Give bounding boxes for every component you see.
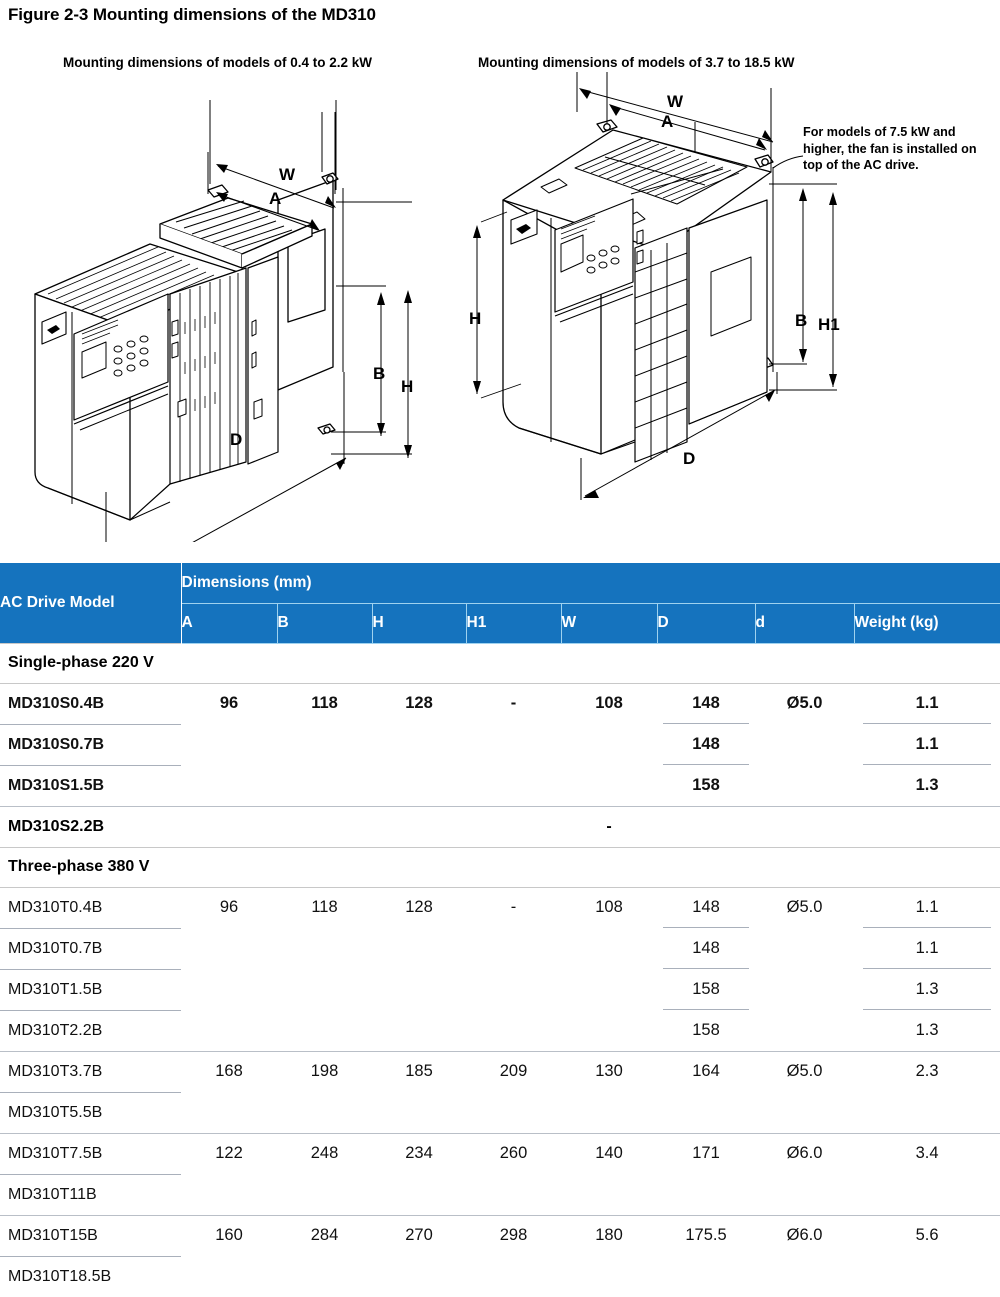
cell-model: MD310S0.4B xyxy=(0,683,181,724)
cell-A: 122 xyxy=(215,1144,243,1163)
cell-d: Ø6.0 xyxy=(786,1226,823,1245)
cell-B xyxy=(277,1256,372,1297)
mounting-dimensions-table xyxy=(0,563,1000,1297)
cell-H: 185 xyxy=(405,1062,433,1081)
cell-A xyxy=(181,724,277,765)
cell-H1: 260 xyxy=(499,1144,528,1163)
cell-A xyxy=(181,806,277,847)
cell-H: 270 xyxy=(405,1226,433,1245)
cell-A xyxy=(181,1092,277,1133)
cell-H xyxy=(372,928,466,969)
drawing-caption-right: Mounting dimensions of models of 3.7 to 18.5 kW xyxy=(478,55,795,70)
cell-d xyxy=(755,969,854,1010)
cell-A: 96 xyxy=(219,694,239,713)
cell-weight xyxy=(854,1256,1000,1297)
ac-drive-isometric-large xyxy=(455,72,895,502)
cell-weight: 1.1 xyxy=(854,724,1000,765)
table-row xyxy=(0,1174,1000,1215)
cell-weight xyxy=(854,806,1000,847)
cell-W xyxy=(561,1010,657,1051)
cell-D xyxy=(657,806,755,847)
mounting-drawing-small-models xyxy=(0,72,450,542)
cell-B xyxy=(277,724,372,765)
cell-A: 168 xyxy=(215,1062,243,1081)
cell-weight: 1.1 xyxy=(854,683,1000,724)
dim-label-B-right: B xyxy=(795,311,808,330)
cell-B xyxy=(277,765,372,806)
table-body xyxy=(0,643,1000,1297)
cell-A xyxy=(181,765,277,806)
cell-weight xyxy=(854,1092,1000,1133)
cell-d xyxy=(755,1010,854,1051)
cell-d xyxy=(755,806,854,847)
cell-W: 180 xyxy=(595,1226,623,1245)
table-row xyxy=(0,1051,1000,1092)
cell-A xyxy=(181,969,277,1010)
col-header-model: AC Drive Model xyxy=(0,563,181,643)
cell-B xyxy=(277,806,372,847)
cell-D xyxy=(657,1256,755,1297)
cell-weight: 1.1 xyxy=(854,887,1000,928)
cell-B: 248 xyxy=(310,1144,339,1163)
cell-H: 128 xyxy=(405,898,433,917)
col-header-d: d xyxy=(755,603,854,643)
col-header-dimensions-group: Dimensions (mm) xyxy=(181,563,1000,603)
table-row xyxy=(0,806,1000,847)
cell-W: 130 xyxy=(595,1062,623,1081)
mounting-drawing-large-models xyxy=(455,72,895,502)
fan-placement-callout-note: For models of 7.5 kW and higher, the fan is installed on top of the AC drive. xyxy=(803,125,977,172)
figure-title: Figure 2-3 Mounting dimensions of the MD310 xyxy=(8,5,376,24)
cell-H: 234 xyxy=(405,1144,433,1163)
cell-model: MD310T0.7B xyxy=(0,928,181,969)
dim-label-D: D xyxy=(230,430,243,449)
cell-H xyxy=(372,1256,466,1297)
cell-model: MD310T2.2B xyxy=(0,1010,181,1051)
cell-model: MD310T3.7B xyxy=(0,1051,181,1092)
cell-H xyxy=(372,806,466,847)
cell-H xyxy=(372,765,466,806)
cell-D: 164 xyxy=(692,1062,720,1081)
cell-model: MD310T18.5B xyxy=(8,1267,112,1285)
table-header xyxy=(0,563,1000,643)
cell-H1 xyxy=(466,1092,561,1133)
cell-D: 175.5 xyxy=(685,1226,727,1245)
table-row xyxy=(0,1092,1000,1133)
dim-label-D-right: D xyxy=(683,449,696,468)
cell-model: MD310S0.7B xyxy=(0,724,181,765)
cell-weight: 1.1 xyxy=(854,928,1000,969)
col-header-H: H xyxy=(372,603,466,643)
cell-W xyxy=(561,1092,657,1133)
cell-model: MD310S2.2B xyxy=(8,817,105,835)
col-header-H1: H1 xyxy=(466,603,561,643)
cell-weight: 1.3 xyxy=(854,1010,1000,1051)
table-row xyxy=(0,1256,1000,1297)
cell-weight: 5.6 xyxy=(915,1226,939,1245)
dim-label-W-right: W xyxy=(667,92,684,111)
cell-B: 284 xyxy=(310,1226,339,1245)
cell-D: 158 xyxy=(657,969,755,1010)
cell-W: - xyxy=(606,817,612,835)
table-row xyxy=(0,1133,1000,1174)
section-label-three-phase: Three-phase 380 V xyxy=(0,847,1000,887)
cell-weight xyxy=(854,1174,1000,1215)
cell-B xyxy=(277,1092,372,1133)
cell-weight: 1.3 xyxy=(854,765,1000,806)
cell-weight: 1.3 xyxy=(854,969,1000,1010)
cell-H1 xyxy=(466,928,561,969)
section-label-single-phase: Single-phase 220 V xyxy=(0,643,1000,683)
cell-H1 xyxy=(466,806,561,847)
cell-W: 108 xyxy=(595,898,623,917)
cell-B: 198 xyxy=(310,1062,339,1081)
cell-B xyxy=(277,1174,372,1215)
col-header-D: D xyxy=(657,603,755,643)
table-row xyxy=(0,765,1000,806)
cell-model: MD310T11B xyxy=(0,1174,181,1215)
cell-B xyxy=(277,928,372,969)
cell-D xyxy=(657,1174,755,1215)
cell-W xyxy=(561,928,657,969)
cell-weight: 3.4 xyxy=(915,1144,939,1163)
cell-H1: - xyxy=(510,898,517,917)
cell-B xyxy=(277,969,372,1010)
cell-H: 128 xyxy=(405,694,433,713)
cell-H xyxy=(372,1092,466,1133)
cell-model: MD310T5.5B xyxy=(0,1092,181,1133)
dim-label-H-right: H xyxy=(469,309,482,328)
dim-label-B: B xyxy=(373,364,386,383)
cell-H xyxy=(372,1010,466,1051)
cell-d: Ø5.0 xyxy=(786,898,823,917)
cell-B: 118 xyxy=(311,898,338,917)
table-row xyxy=(0,1215,1000,1256)
cell-H1 xyxy=(466,1010,561,1051)
cell-D: 171 xyxy=(692,1144,720,1163)
dim-label-W: W xyxy=(279,165,296,184)
cell-d xyxy=(755,928,854,969)
cell-model: MD310T1.5B xyxy=(0,969,181,1010)
cell-H1: 298 xyxy=(499,1226,528,1245)
cell-model: MD310T7.5B xyxy=(0,1133,181,1174)
cell-model: MD310T15B xyxy=(0,1215,181,1256)
cell-D xyxy=(657,1092,755,1133)
cell-d xyxy=(755,724,854,765)
table-row xyxy=(0,969,1000,1010)
cell-A: 96 xyxy=(219,898,239,917)
cell-D: 158 xyxy=(657,765,755,806)
cell-H1: - xyxy=(510,694,517,713)
ac-drive-isometric-small xyxy=(0,72,450,542)
cell-A xyxy=(181,1256,277,1297)
cell-D: 148 xyxy=(657,887,755,928)
cell-B: 118 xyxy=(311,694,338,713)
cell-D: 148 xyxy=(657,724,755,765)
dim-label-A: A xyxy=(269,189,282,208)
cell-D: 148 xyxy=(657,683,755,724)
cell-W: 140 xyxy=(595,1144,623,1163)
cell-H xyxy=(372,724,466,765)
section-row-three-phase xyxy=(0,847,1000,887)
cell-A xyxy=(181,1010,277,1051)
table-row xyxy=(0,1010,1000,1051)
cell-A: 160 xyxy=(215,1226,243,1245)
cell-weight: 2.3 xyxy=(915,1062,939,1081)
col-header-A: A xyxy=(181,603,277,643)
cell-d: Ø5.0 xyxy=(786,694,823,713)
drawing-caption-left: Mounting dimensions of models of 0.4 to 2.2 kW xyxy=(63,55,373,70)
cell-d xyxy=(755,1256,854,1297)
cell-H1 xyxy=(466,1174,561,1215)
cell-A xyxy=(181,1174,277,1215)
cell-W xyxy=(561,724,657,765)
cell-H xyxy=(372,969,466,1010)
cell-d: Ø6.0 xyxy=(786,1144,823,1163)
cell-B xyxy=(277,1010,372,1051)
dim-label-H1-right: H1 xyxy=(818,315,840,334)
dim-label-H: H xyxy=(401,377,414,396)
col-header-W: W xyxy=(561,603,657,643)
cell-model: MD310S1.5B xyxy=(0,765,181,806)
cell-W xyxy=(561,969,657,1010)
cell-d xyxy=(755,765,854,806)
section-row-single-phase xyxy=(0,643,1000,683)
cell-d xyxy=(755,1174,854,1215)
cell-H1: 209 xyxy=(499,1062,528,1081)
cell-H1 xyxy=(466,1256,561,1297)
cell-W xyxy=(561,765,657,806)
cell-d xyxy=(755,1092,854,1133)
table-row xyxy=(0,724,1000,765)
cell-W xyxy=(561,1174,657,1215)
cell-H1 xyxy=(466,724,561,765)
cell-d: Ø5.0 xyxy=(786,1062,823,1081)
cell-W: 108 xyxy=(595,694,623,713)
cell-A xyxy=(181,928,277,969)
cell-model: MD310T0.4B xyxy=(0,887,181,928)
table-row xyxy=(0,928,1000,969)
cell-H1 xyxy=(466,969,561,1010)
dim-label-A-right: A xyxy=(661,112,674,131)
cell-D: 158 xyxy=(657,1010,755,1051)
col-header-weight: Weight (kg) xyxy=(854,603,1000,643)
table-row xyxy=(0,887,1000,928)
table-row xyxy=(0,683,1000,724)
cell-H1 xyxy=(466,765,561,806)
cell-D: 148 xyxy=(657,928,755,969)
cell-W xyxy=(561,1256,657,1297)
cell-H xyxy=(372,1174,466,1215)
col-header-B: B xyxy=(277,603,372,643)
